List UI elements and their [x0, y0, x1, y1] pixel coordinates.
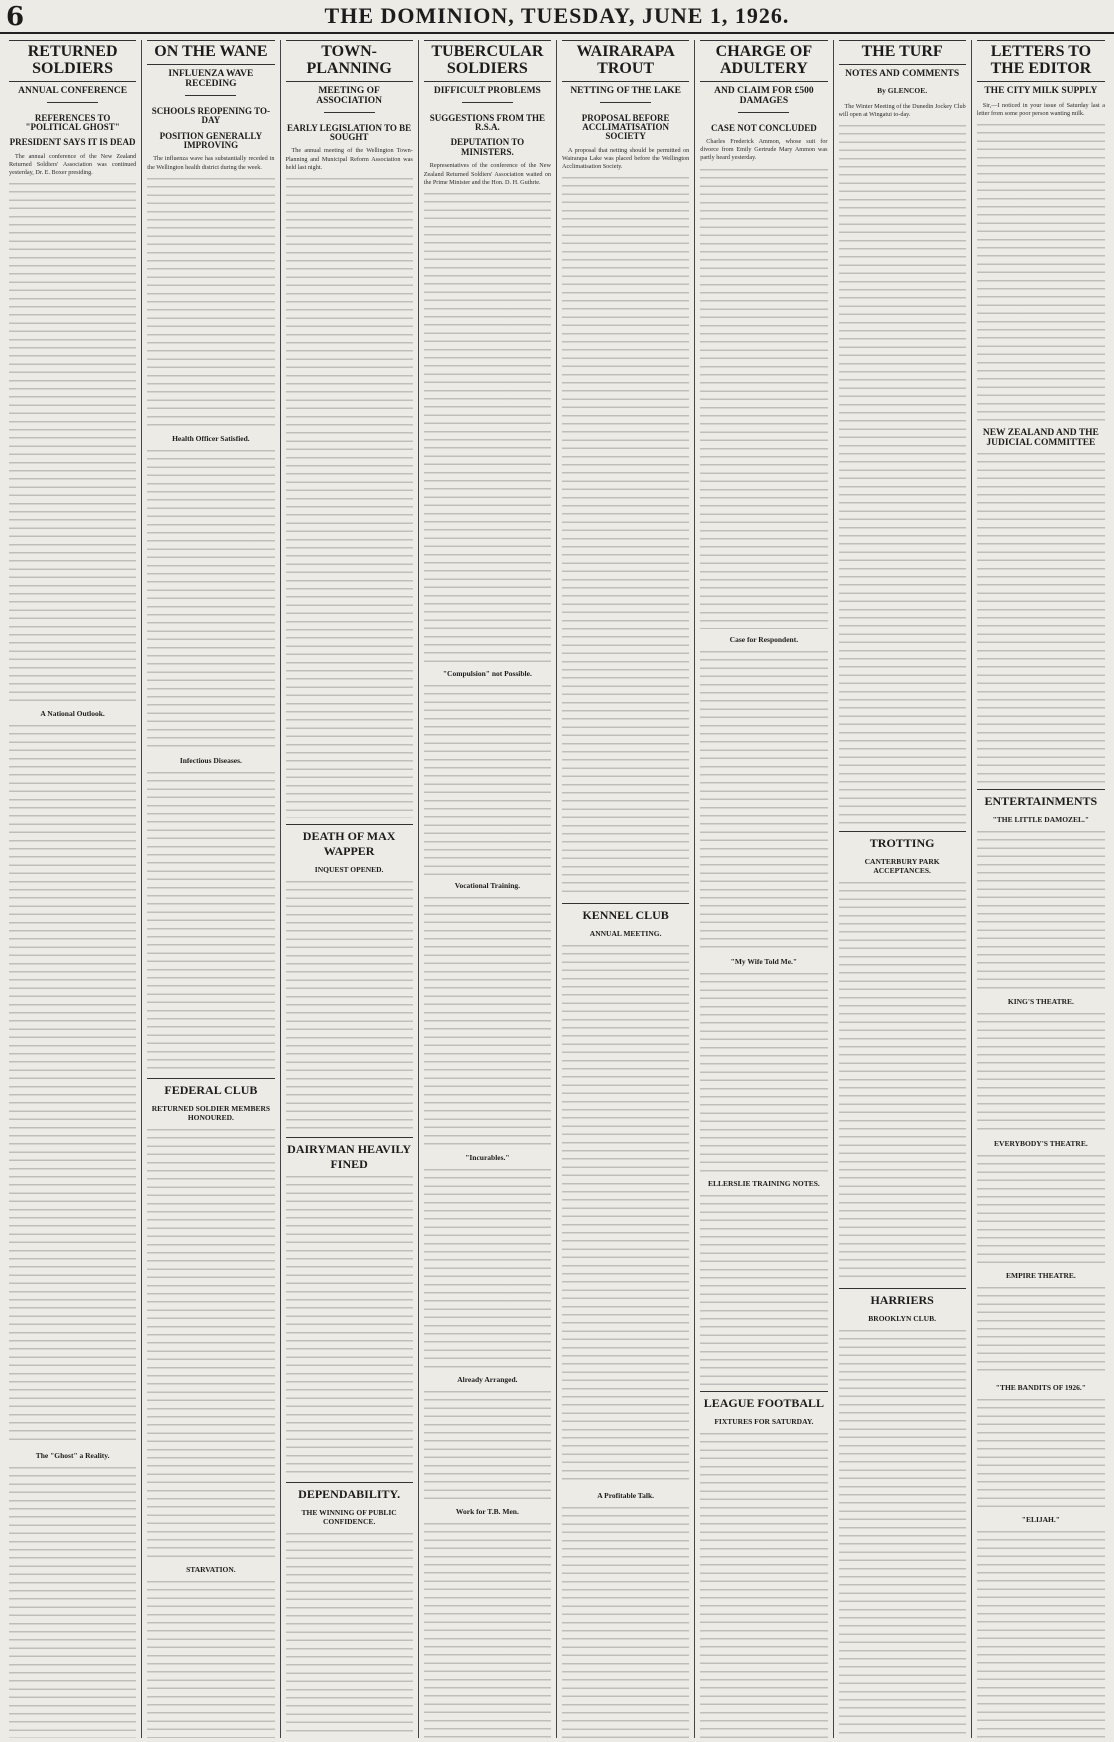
section-heading: ELLERSLIE TRAINING NOTES. [707, 1178, 820, 1188]
deck: SUGGESTIONS FROM THE R.S.A. [429, 112, 546, 132]
deck: EARLY LEGISLATION TO BE SOUGHT [287, 122, 412, 142]
subhead: MEETING OF ASSOCIATION [316, 85, 383, 106]
section-heading: "THE BANDITS OF 1926." [995, 1382, 1086, 1392]
section-heading: CANTERBURY PARK ACCEPTANCES. [864, 857, 940, 876]
column-returned-soldiers [4, 40, 142, 1738]
section-heading: INQUEST OPENED. [314, 864, 384, 874]
headline: CHARGE OF ADULTERY [700, 40, 827, 82]
section-heading: FEDERAL CLUB [164, 1082, 258, 1097]
deck: SCHOOLS REOPENING TO-DAY [151, 105, 270, 126]
subhead: AND CLAIM FOR £500 DAMAGES [714, 85, 814, 106]
deck: PROPOSAL BEFORE ACCLIMATISATION SOCIETY [581, 112, 670, 142]
section-heading: RETURNED SOLDIER MEMBERS HONOURED. [151, 1103, 271, 1122]
section-heading: KING'S THEATRE. [1007, 996, 1074, 1006]
section-heading: "THE LITTLE DAMOZEL." [992, 814, 1090, 824]
section-heading: Case for Respondent. [729, 634, 799, 644]
section-heading: ENTERTAINMENTS [984, 793, 1098, 808]
section-heading: KENNEL CLUB [582, 908, 669, 923]
section-heading: Already Arranged. [457, 1374, 518, 1384]
newspaper-title: THE DOMINION, TUESDAY, JUNE 1, 1926. [324, 3, 790, 28]
strap: DEPUTATION TO MINISTERS. [450, 137, 525, 157]
section-heading: HARRIERS [870, 1293, 934, 1308]
article-town-planning [286, 40, 413, 174]
masthead [0, 0, 1114, 34]
section-heading: THE WINNING OF PUBLIC CONFIDENCE. [301, 1507, 397, 1526]
section-heading: EMPIRE THEATRE. [1006, 1270, 1076, 1280]
byline: By GLENCOE. [877, 85, 928, 95]
newspaper-columns [4, 40, 1110, 1738]
headline: RETURNED SOLDIERS [9, 40, 136, 82]
subhead: ANNUAL CONFERENCE [18, 85, 128, 96]
section-heading: Health Officer Satisfied. [172, 433, 250, 443]
column-letters [972, 40, 1110, 1738]
section-heading: "Incurables." [465, 1152, 510, 1162]
page-number: 6 [6, 2, 25, 32]
section-heading: ANNUAL MEETING. [589, 929, 662, 939]
strap: POSITION GENERALLY IMPROVING [159, 130, 263, 151]
section-heading: BROOKLYN CLUB. [868, 1314, 936, 1324]
section-heading: EVERYBODY'S THEATRE. [994, 1138, 1088, 1148]
section-heading: STARVATION. [186, 1564, 236, 1574]
section-heading: DEATH OF MAX WAPPER [302, 828, 396, 858]
strap: PRESIDENT SAYS IT IS DEAD [9, 137, 136, 148]
section-heading: "My Wife Told Me." [730, 956, 798, 966]
section-heading: LEAGUE FOOTBALL [703, 1395, 825, 1410]
article-lead: The Winter Meeting of the Dunedin Jockey Club will open at Wingatui to-day. [838, 102, 966, 118]
headline: ON THE WANE [147, 40, 274, 65]
article-lead: Charles Frederick Ammon, whose suit for divorce from Emily Gertrude Mary Ammon was partly heard yesterday. [700, 137, 828, 162]
article-tubercular-soldiers [424, 40, 551, 189]
column-wairarapa-trout [557, 40, 695, 1738]
subhead: NOTES AND COMMENTS [845, 68, 960, 79]
section-heading: DAIRYMAN HEAVILY FINED [287, 1141, 412, 1171]
section-heading: A Profitable Talk. [597, 1491, 654, 1501]
article-influenza [147, 40, 274, 174]
column-the-turf [834, 40, 972, 1738]
headline: WAIRARAPA TROUT [562, 40, 689, 82]
section-heading: DEPENDABILITY. [298, 1486, 401, 1501]
article-lead: The annual meeting of the Wellington Town-Planning and Municipal Reform Association was held last night. [285, 147, 413, 171]
article-adultery-case [700, 40, 827, 165]
article-lead: Representatives of the conference of the New Zealand Returned Soldiers' Association waited on the Prime Minister and the Hon. D. H. Guthrie. [423, 162, 551, 186]
headline: TOWN-PLANNING [286, 40, 413, 82]
subhead: NETTING OF THE LAKE [570, 85, 681, 96]
headline: LETTERS TO THE EDITOR [977, 40, 1105, 82]
column-adultery-case [695, 40, 833, 1738]
section-heading: A National Outlook. [40, 709, 105, 719]
column-influenza [142, 40, 280, 1738]
deck: REFERENCES TO "POLITICAL GHOST" [25, 112, 120, 132]
article-lead: The influenza wave has substantially receded in the Wellington health district during the week. [147, 155, 275, 171]
article-the-turf [839, 40, 966, 121]
section-heading: FIXTURES FOR SATURDAY. [714, 1416, 814, 1426]
subhead: THE CITY MILK SUPPLY [984, 85, 1098, 96]
column-tubercular-soldiers [419, 40, 557, 1738]
article-wairarapa-trout [562, 40, 689, 173]
section-heading: Infectious Diseases. [179, 755, 242, 765]
subhead: DIFFICULT PROBLEMS [433, 85, 541, 96]
subhead: INFLUENZA WAVE RECEDING [168, 68, 254, 89]
article-letters [977, 40, 1105, 120]
article-lead: A proposal that netting should be permitted on Wairarapa Lake was placed before the Wellington Acclimatisation Society. [562, 146, 690, 171]
headline: THE TURF [839, 40, 966, 65]
section-heading: NEW ZEALAND AND THE JUDICIAL COMMITTEE [982, 427, 1099, 448]
section-heading: Vocational Training. [454, 880, 521, 890]
article-returned-soldiers [9, 40, 136, 179]
section-heading: "Compulsion" not Possible. [442, 668, 532, 678]
section-heading: The "Ghost" a Reality. [35, 1451, 110, 1461]
deck: CASE NOT CONCLUDED [710, 122, 817, 133]
article-lead: The annual conference of the New Zealand Returned Soldiers' Association was continued yesterday, Dr. E. Boxer presiding. [9, 152, 137, 177]
column-town-planning [281, 40, 419, 1738]
section-heading: TROTTING [869, 836, 935, 851]
headline: TUBERCULAR SOLDIERS [424, 40, 551, 82]
section-heading: "ELIJAH." [1021, 1514, 1060, 1524]
article-lead: Sir,—I noticed in your issue of Saturday last a letter from some poor person wanting milk. [976, 101, 1105, 117]
section-heading: Work for T.B. Men. [455, 1506, 519, 1516]
